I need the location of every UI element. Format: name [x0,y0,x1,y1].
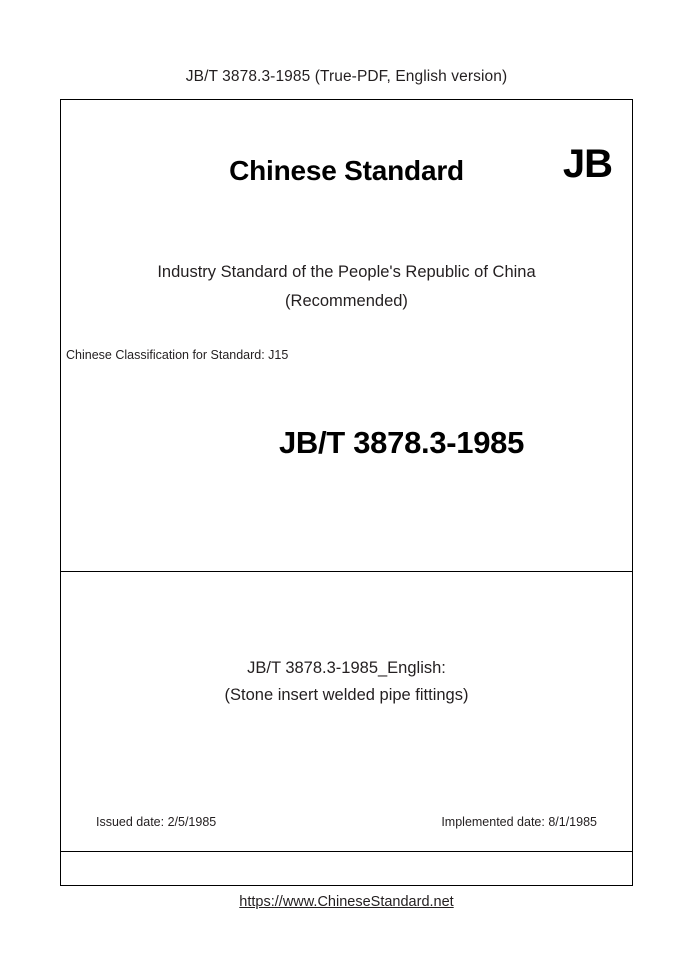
page-header-title: JB/T 3878.3-1985 (True-PDF, English version) [185,68,508,85]
dates-row [61,815,632,829]
implemented-date: Implemented date: 8/1/1985 [441,815,597,829]
english-title-block [61,655,632,709]
cover-lower-section [61,572,632,852]
classification-label: Chinese Classification for Standard: J15 [66,348,289,362]
cover-bottom-bar [61,852,632,885]
jb-logo: JB [562,142,612,186]
classification-row [66,348,637,362]
standard-title: Chinese Standard [229,155,464,186]
english-title-line-1: JB/T 3878.3-1985_English: [247,659,446,677]
footer-website-link[interactable]: https://www.ChineseStandard.net [239,894,454,910]
cover-frame [60,99,633,886]
cover-upper-section [61,100,632,572]
english-title-line-2: (Stone insert welded pipe fittings) [224,686,469,704]
issued-date: Issued date: 2/5/1985 [96,815,217,829]
industry-standard-line-2: (Recommended) [285,292,408,310]
industry-standard-lines [61,258,632,316]
standard-number: JB/T 3878.3-1985 [278,425,525,460]
industry-standard-line-1: Industry Standard of the People's Republic of China [157,263,536,281]
